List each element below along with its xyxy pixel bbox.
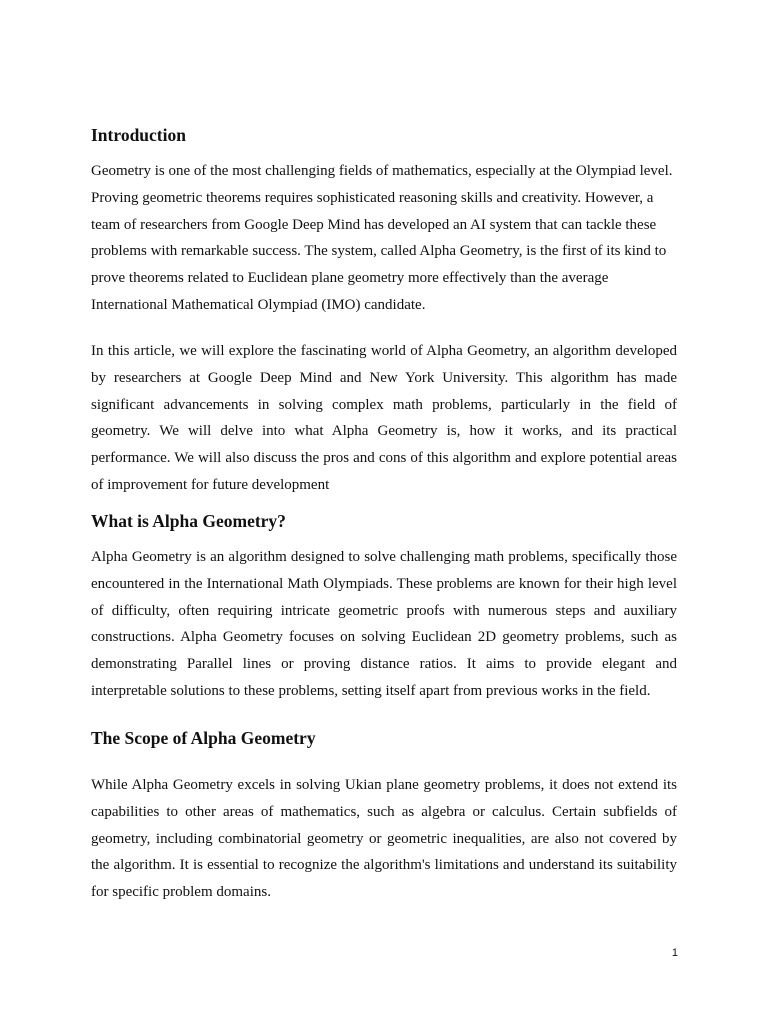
paragraph-introduction-1: Geometry is one of the most challenging fields of mathematics, especially at the Olympiad level. Proving geometric theorems requires sophisticated reasoning skills and creativity. However, a team of researchers from Google Deep Mind has developed an AI system that can tackle these problems with remarkable success. The system, called Alpha Geometry, is the first of its kind to prove theorems related to Euclidean plane geometry more effectively than the average International Mathematical Olympiad (IMO) candidate. [91, 163, 673, 313]
heading-introduction: Introduction [91, 125, 186, 145]
heading-scope-of-alpha-geometry: The Scope of Alpha Geometry [91, 728, 316, 748]
heading-what-is-alpha-geometry: What is Alpha Geometry? [91, 511, 286, 531]
paragraph-scope-of-alpha-geometry: While Alpha Geometry excels in solving Ukian plane geometry problems, it does not extend its capabilities to other areas of mathematics, such as algebra or calculus. Certain subfields of geometry, including combinatorial geometry or geometric inequalities, are also not covered by the algorithm. It is essential to recognize the algorithm's limitations and understand its suitability for specific problem domains. [91, 777, 677, 901]
paragraph-introduction-2: In this article, we will explore the fascinating world of Alpha Geometry, an algorithm developed by researchers at Google Deep Mind and New York University. This algorithm has made significant advancements in solving complex math problems, particularly in the field of geometry. We will delve into what Alpha Geometry is, how it works, and its practical performance. We will also discuss the pros and cons of this algorithm and explore potential areas of improvement for future development [91, 343, 677, 493]
page-number: 1 [671, 947, 678, 959]
paragraph-what-is-alpha-geometry: Alpha Geometry is an algorithm designed to solve challenging math problems, specifically those encountered in the International Math Olympiads. These problems are known for their high level of difficulty, often requiring intricate geometric proofs with numerous steps and auxiliary constructions. Alpha Geometry focuses on solving Euclidean 2D geometry problems, such as demonstrating Parallel lines or proving distance ratios. It aims to provide elegant and interpretable solutions to these problems, setting itself apart from previous works in the field. [91, 549, 677, 699]
